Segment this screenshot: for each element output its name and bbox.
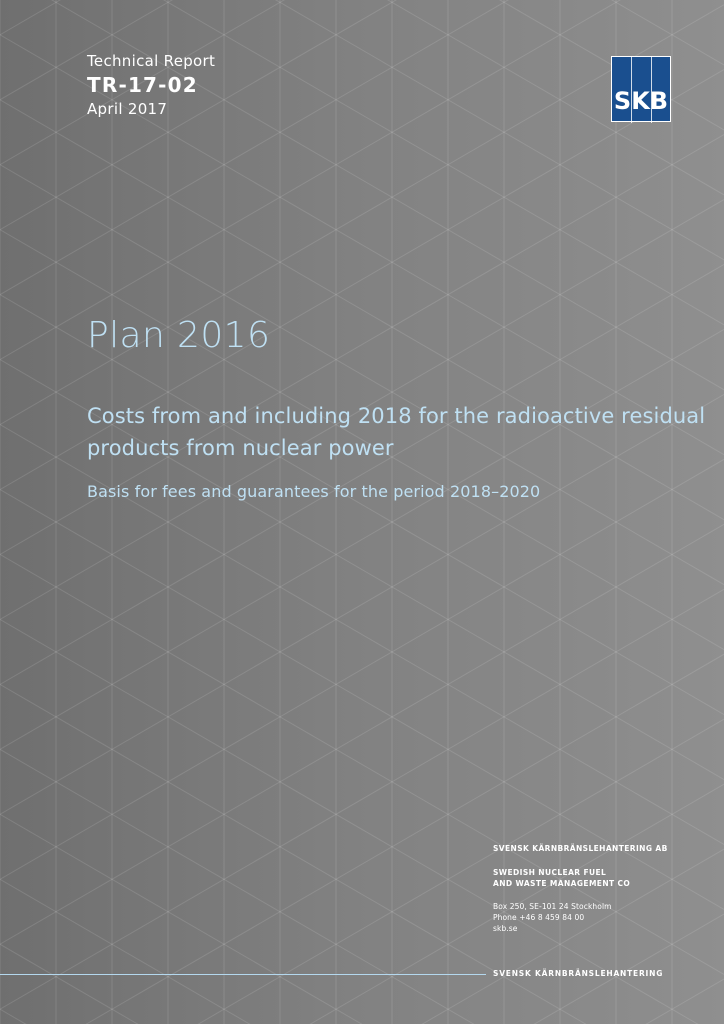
pattern-diagonal-line <box>0 619 724 1024</box>
report-basis: Basis for fees and guarantees for the period 2018–2020 <box>87 482 541 501</box>
pattern-diagonal-line <box>0 165 724 585</box>
organization-name-swedish: SVENSK KÄRNBRÄNSLEHANTERING AB <box>493 844 668 853</box>
skb-logo <box>611 56 671 122</box>
report-number: TR-17-02 <box>87 73 198 97</box>
organization-name-english-line2: AND WASTE MANAGEMENT CO <box>493 879 631 888</box>
page-title: Plan 2016 <box>87 315 271 356</box>
footer-brand: SVENSK KÄRNBRÄNSLEHANTERING <box>493 969 664 978</box>
pattern-diagonal-line <box>0 329 724 749</box>
logo-text: SKB <box>613 87 669 115</box>
report-header <box>87 52 215 118</box>
organization-website[interactable]: skb.se <box>493 924 518 933</box>
pattern-diagonal-line <box>0 944 724 1024</box>
pattern-diagonal-line <box>0 459 724 879</box>
organization-phone: Phone +46 8 459 84 00 <box>493 913 585 922</box>
organization-name-english <box>493 867 713 889</box>
pattern-diagonal-line <box>0 589 724 1009</box>
pattern-diagonal-line <box>0 0 724 260</box>
pattern-diagonal-line <box>0 0 724 295</box>
pattern-diagonal-line <box>0 979 724 1024</box>
report-subtitle: Costs from and including 2018 for the radioactive residual products from nuclear power <box>87 404 706 460</box>
organization-name-english-line1: SWEDISH NUCLEAR FUEL <box>493 868 607 877</box>
report-date: April 2017 <box>87 100 168 118</box>
organization-info <box>493 843 713 934</box>
organization-contact <box>493 901 713 934</box>
organization-address: Box 250, SE-101 24 Stockholm <box>493 902 612 911</box>
footer-line <box>0 974 486 975</box>
report-type-label: Technical Report <box>87 52 216 70</box>
pattern-diagonal-line <box>0 0 724 35</box>
